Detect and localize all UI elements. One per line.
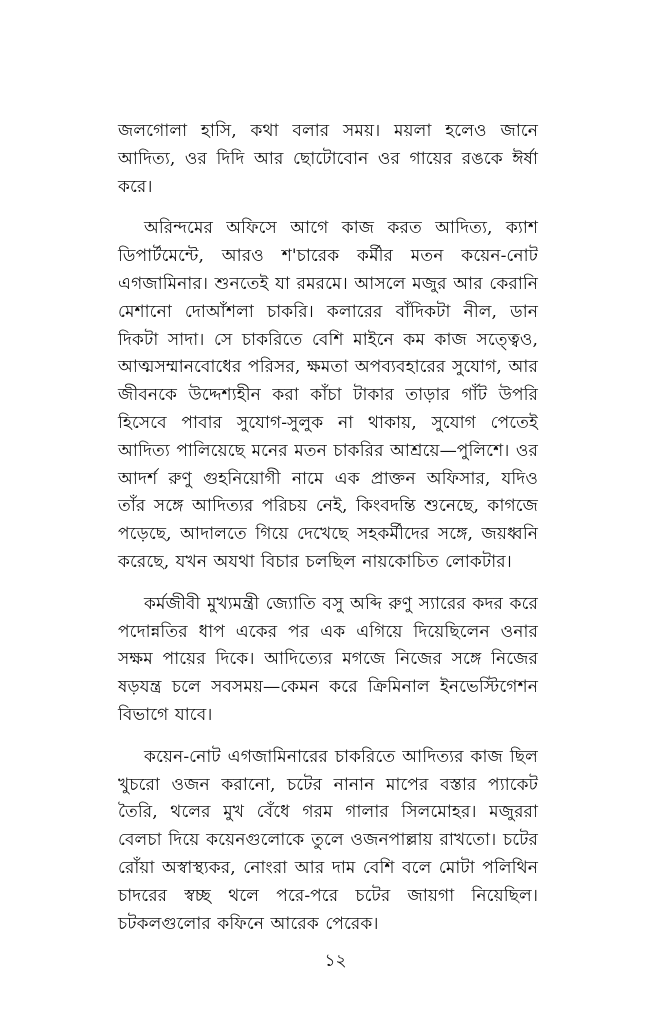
paragraph-1: জলগোলা হাসি, কথা বলার সময়। ময়লা হলেও জানে আদিত্য, ওর দিদি আর ছোটোবোন ওর গায়ের রঙকে ঈর্ষা করে। — [118, 121, 538, 197]
paragraph-4: কয়েন-নোট এগজামিনারের চাকরিতে আদিত্যর কাজ ছিল খুচরো ওজন করানো, চটের নানান মাপের বস্তার প্যাকেট তৈরি, থলের মুখ বেঁধে গরম গালার সিলমোহর। মজুররা বেলচা দিয়ে কয়েনগুলোকে তুলে ওজনপাল্লায় রাখতো। চটের রোঁয়া অস্বাস্থ্যকর, নোংরা আর দাম বেশি বলে মোটা পলিথিন চাদরের স্বচ্ছ থলে পরে-পরে চটের জায়গা নিয়েছিল। চটকলগুলোর কফিনে আরেক পেরেক। — [118, 746, 538, 934]
paragraph-2: অরিন্দমের অফিসে আগে কাজ করত আদিত্য, ক্যাশ ডিপার্টমেন্টে, আরও শ'চারেক কর্মীর মতন কয়েন-নোট এগজামিনার। শুনতেই যা রমরমে। আসলে মজুর আর কেরানি মেশানো দোআঁশলা চাকরি। কলারের বাঁদিকটা নীল, ডান দিকটা সাদা। সে চাকরিতে বেশি মাইনে কম কাজ সত্ত্বেও, আত্মসম্মানবোধের পরিসর, ক্ষমতা অপব্যবহারের সুযোগ, আর জীবনকে উদ্দেশ্যহীন করা কাঁচা টাকার তাড়ার গাঁট উপরি হিসেবে পাবার সুযোগ-সুলুক না থাকায়, সুযোগ পেতেই আদিত্য পালিয়েছে মনের মতন চাকরির আশ্রয়ে—পুলিশে। ওর আদর্শ রুণু গুহনিয়োগী নামে এক প্রাক্তন অফিসার, যদিও তাঁর সঙ্গে আদিত্যর পরিচয় নেই, কিংবদন্তি শুনেছে, কাগজে পড়েছে, আদালতে গিয়ে দেখেছে সহকর্মীদের সঙ্গে, জয়ধ্বনি করেছে, যখন অযথা বিচার চলছিল নায়কোচিত লোকটার। — [118, 218, 538, 572]
paragraph-3: কর্মজীবী মুখ্যমন্ত্রী জ্যোতি বসু অব্দি রুণু স্যারের কদর করে পদোন্নতির ধাপ একের পর এক এগিয়ে দিয়েছিলেন ওনার সক্ষম পায়ের দিকে। আদিত্যের মগজে নিজের সঙ্গে নিজের ষড়যন্ত্র চলে সবসময়—কেমন করে ক্রিমিনাল ইনভেস্টিগেশন বিভাগে যাবে। — [118, 593, 538, 725]
page-number: ১২ — [324, 951, 347, 971]
body-text — [118, 118, 538, 952]
